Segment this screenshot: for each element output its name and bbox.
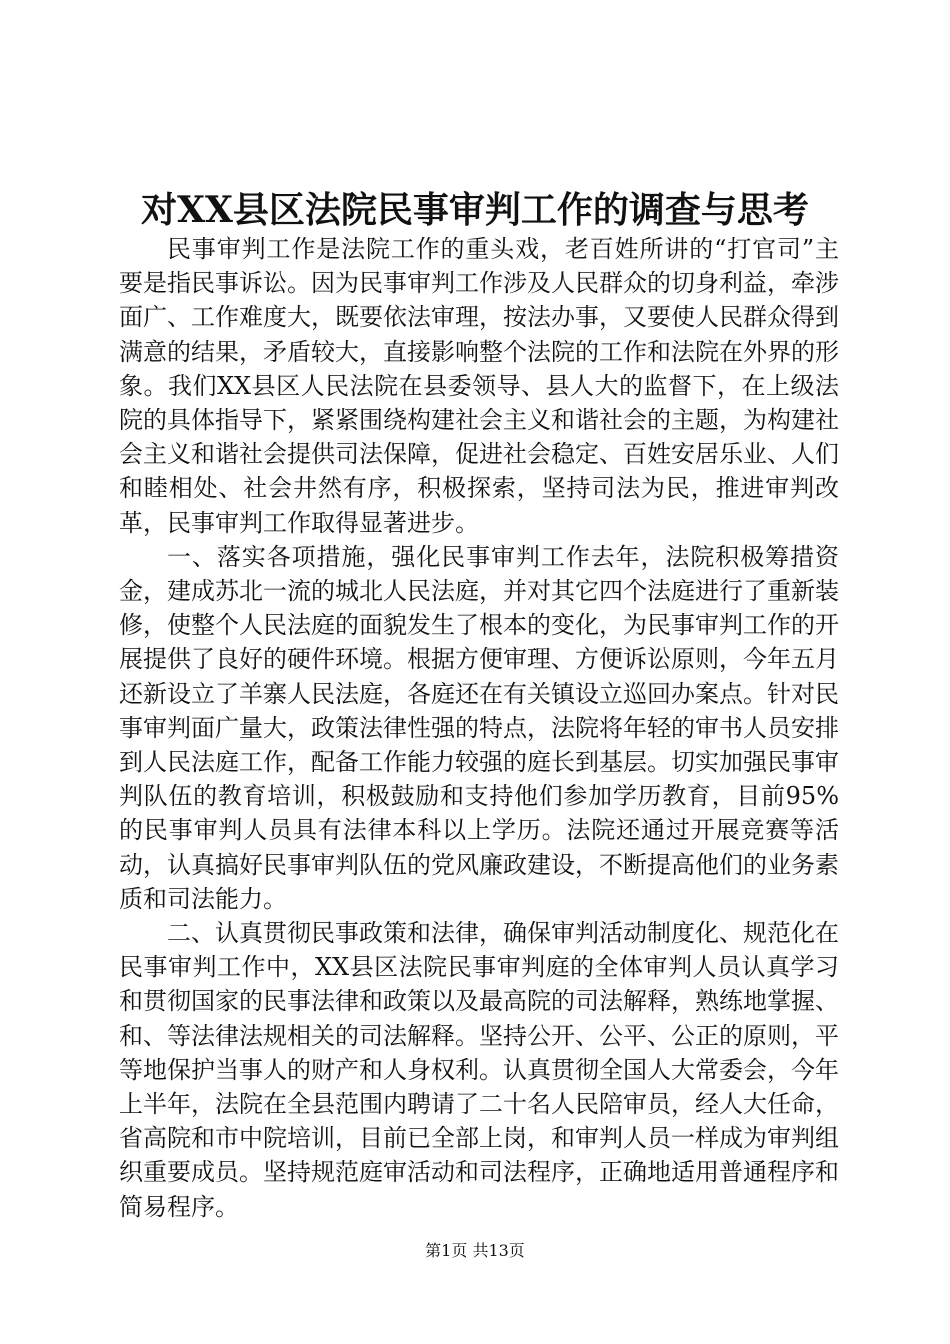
paragraph-section-two: 二、认真贯彻民事政策和法律，确保审判活动制度化、规范化在民事审判工作中，XX县区法院民事审判庭的全体审判人员认真学习和贯彻国家的民事法律和政策以及最高院的司法解释，熟练地掌握、和、等法律法规相关的司法解释。坚持公开、公平、公正的原则，平等地保护当事人的财产和人身权利。认真贯彻全国人大常委会，今年上半年，法院在全县范围内聘请了二十名人民陪审员，经人大任命，省高院和市中院培训，目前已全部上岗，和审判人员一样成为审判组织重要成员。坚持规范庭审活动和司法程序，正确地适用普通程序和简易程序。 [119, 919, 839, 1221]
paragraph-section-one: 一、落实各项措施，强化民事审判工作去年，法院积极筹措资金，建成苏北一流的城北人民法庭，并对其它四个法庭进行了重新装修，使整个人民法庭的面貌发生了根本的变化，为民事审判工作的开展提供了良好的硬件环境。根据方便审理、方便诉讼原则，今年五月还新设立了羊寨人民法庭，各庭还在有关镇设立巡回办案点。针对民事审判面广量大，政策法律性强的特点，法院将年轻的审书人员安排到人民法庭工作，配备工作能力较强的庭长到基层。切实加强民事审判队伍的教育培训，积极鼓励和支持他们参加学历教育，目前95%的民事审判人员具有法律本科以上学历。法院还通过开展竞赛等活动，认真搞好民事审判队伍的党风廉政建设，不断提高他们的业务素质和司法能力。 [119, 542, 839, 913]
page-number-footer: 第1页 共13页 [425, 1241, 525, 1260]
paragraph-intro: 民事审判工作是法院工作的重头戏，老百姓所讲的“打官司”主要是指民事诉讼。因为民事审判工作涉及人民群众的切身利益，牵涉面广、工作难度大，既要依法审理，按法办事，又要使人民群众得到满意的结果，矛盾较大，直接影响整个法院的工作和法院在外界的形象。我们XX县区人民法院在县委领导、县人大的监督下，在上级法院的具体指导下，紧紧围绕构建社会主义和谐社会的主题，为构建社会主义和谐社会提供司法保障，促进社会稳定、百姓安居乐业、人们和睦相处、社会井然有序，积极探索，坚持司法为民，推进审判改革，民事审判工作取得显著进步。 [119, 235, 839, 537]
document-body [119, 232, 839, 1224]
document-title: 对XX县区法院民事审判工作的调查与思考 [141, 189, 809, 231]
